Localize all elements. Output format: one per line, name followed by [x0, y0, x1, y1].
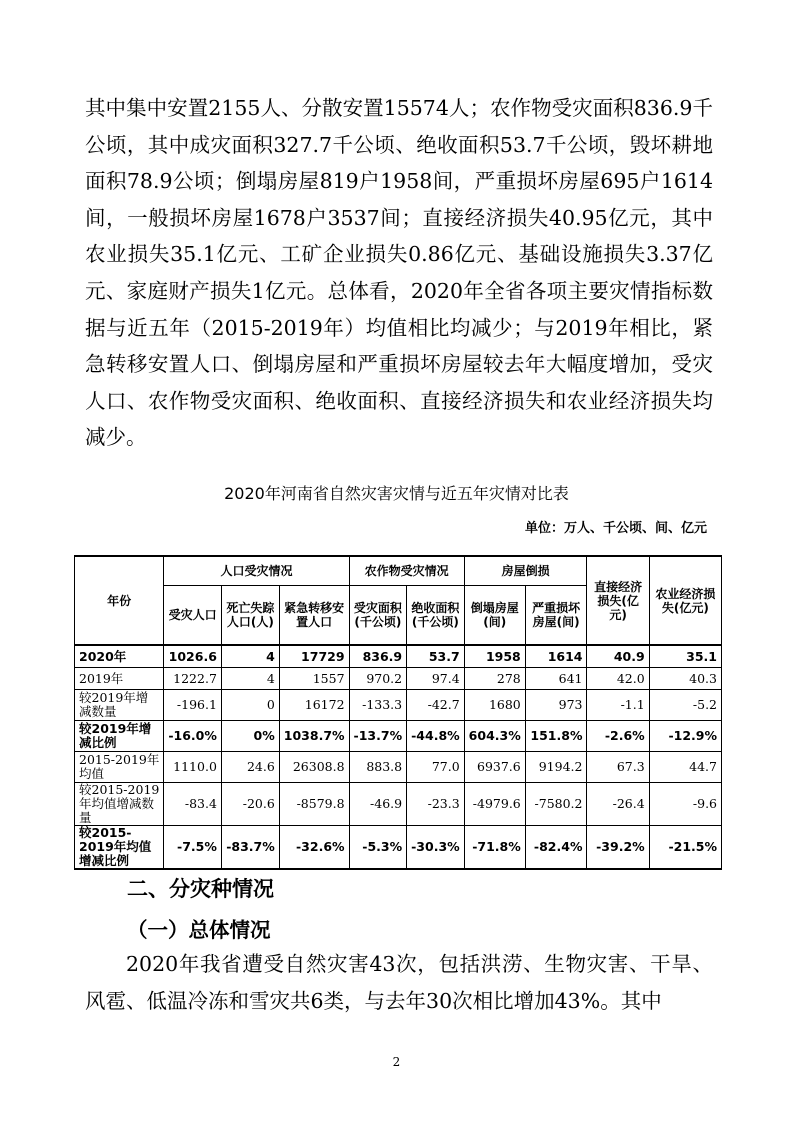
table-cell: 641 — [525, 668, 587, 690]
table-cell: 151.8% — [525, 721, 587, 752]
table-cell: 24.6 — [221, 752, 279, 783]
table-cell: -83.4 — [164, 783, 222, 826]
table-cell: 17729 — [279, 645, 349, 668]
table-row — [75, 752, 722, 783]
table-cell: 16172 — [279, 690, 349, 721]
body-paragraph-2: 2020年我省遭受自然灾害43次，包括洪涝、生物灾害、干旱、风雹、低温冷冻和雪灾共6类，与去年30次相比增加43%。其中 — [85, 952, 713, 1013]
header-agri-loss: 农业经济损失(亿元) — [649, 556, 721, 645]
table-cell: -21.5% — [649, 826, 721, 870]
table-cell: -83.7% — [221, 826, 279, 870]
table-cell: -23.3 — [407, 783, 465, 826]
table-row — [75, 690, 722, 721]
table-row — [75, 783, 722, 826]
table-cell: 836.9 — [349, 645, 407, 668]
table-cell: -26.4 — [587, 783, 649, 826]
header-house-group: 房屋倒损 — [464, 556, 587, 586]
table-cell: 278 — [464, 668, 525, 690]
table-cell: 44.7 — [649, 752, 721, 783]
table-cell: 1557 — [279, 668, 349, 690]
table-row — [75, 826, 722, 870]
table-cell: 1038.7% — [279, 721, 349, 752]
table-cell: -20.6 — [221, 783, 279, 826]
header-direct-loss: 直接经济损失(亿元) — [587, 556, 649, 645]
subheader-relocated: 紧急转移安置人口 — [279, 586, 349, 646]
disaster-comparison-table — [74, 555, 722, 870]
table-cell: -13.7% — [349, 721, 407, 752]
table-cell: -7580.2 — [525, 783, 587, 826]
row-label: 2015-2019年均值 — [75, 752, 164, 783]
table-cell: 40.3 — [649, 668, 721, 690]
table-cell: -196.1 — [164, 690, 222, 721]
subsection-heading: （一）总体情况 — [127, 918, 271, 942]
table-cell: 4 — [221, 645, 279, 668]
table-cell: 1110.0 — [164, 752, 222, 783]
row-label: 2019年 — [75, 668, 164, 690]
table-cell: 35.1 — [649, 645, 721, 668]
body-paragraph-1: 其中集中安置2155人、分散安置15574人；农作物受灾面积836.9千公顷，其中成灾面积327.7千公顷、绝收面积53.7千公顷，毁坏耕地面积78.9公顷；倒塌房屋819户1958间，严重损坏房屋695户1614间，一般损坏房屋1678户3537间；直接经济损失40.95亿元，其中农业损失35.1亿元、工矿企业损失0.86亿元、基础设施损失3.37亿元、家庭财产损失1亿元。总体看，2020年全省各项主要灾情指标数据与近五年（2015-2019年）均值相比均减少；与2019年相比，紧急转移安置人口、倒塌房屋和严重损坏房屋较去年大幅度增加，受灾人口、农作物受灾面积、绝收面积、直接经济损失和农业经济损失均减少。 — [85, 96, 713, 450]
table-cell: -30.3% — [407, 826, 465, 870]
subheader-deaths: 死亡失踪人口(人) — [221, 586, 279, 646]
table-cell: 9194.2 — [525, 752, 587, 783]
table-cell: 4 — [221, 668, 279, 690]
table-cell: 42.0 — [587, 668, 649, 690]
table-row — [75, 721, 722, 752]
page-number: 2 — [392, 1055, 401, 1069]
table-cell: -1.1 — [587, 690, 649, 721]
row-label: 较2015-2019年均值增减数量 — [75, 783, 164, 826]
table-cell: 1958 — [464, 645, 525, 668]
table-cell: -133.3 — [349, 690, 407, 721]
table-cell: 973 — [525, 690, 587, 721]
table-cell: 67.3 — [587, 752, 649, 783]
subheader-damaged-houses: 严重损坏房屋(间) — [525, 586, 587, 646]
table-title: 2020年河南省自然灾害灾情与近五年灾情对比表 — [224, 484, 569, 503]
table-cell: -8579.8 — [279, 783, 349, 826]
subheader-crop-area: 受灾面积(千公顷) — [349, 586, 407, 646]
table-unit: 单位：万人、千公顷、间、亿元 — [524, 521, 707, 536]
table-cell: 77.0 — [407, 752, 465, 783]
table-cell: 970.2 — [349, 668, 407, 690]
header-year: 年份 — [75, 556, 164, 645]
table-cell: 1222.7 — [164, 668, 222, 690]
table-cell: -82.4% — [525, 826, 587, 870]
table-cell: 883.8 — [349, 752, 407, 783]
row-label: 较2019年增减数量 — [75, 690, 164, 721]
table-cell: -42.7 — [407, 690, 465, 721]
subheader-crop-loss-area: 绝收面积(千公顷) — [407, 586, 465, 646]
table-cell: 1614 — [525, 645, 587, 668]
subheader-affected-population: 受灾人口 — [164, 586, 222, 646]
subheader-collapsed-houses: 倒塌房屋(间) — [464, 586, 525, 646]
table-cell: -2.6% — [587, 721, 649, 752]
table-cell: 97.4 — [407, 668, 465, 690]
table-cell: -39.2% — [587, 826, 649, 870]
table-cell: 0 — [221, 690, 279, 721]
table-cell: 53.7 — [407, 645, 465, 668]
table-cell: 6937.6 — [464, 752, 525, 783]
table-cell: -7.5% — [164, 826, 222, 870]
row-label: 2020年 — [75, 645, 164, 668]
row-label: 较2015-2019年均值增减比例 — [75, 826, 164, 870]
table-cell: -9.6 — [649, 783, 721, 826]
table-cell: -5.3% — [349, 826, 407, 870]
table-cell: 26308.8 — [279, 752, 349, 783]
table-cell: 0% — [221, 721, 279, 752]
header-population-group: 人口受灾情况 — [164, 556, 349, 586]
table-cell: -44.8% — [407, 721, 465, 752]
row-label: 较2019年增减比例 — [75, 721, 164, 752]
table-cell: -5.2 — [649, 690, 721, 721]
table-cell: -12.9% — [649, 721, 721, 752]
table-cell: 1026.6 — [164, 645, 222, 668]
table-cell: -71.8% — [464, 826, 525, 870]
table-cell: 1680 — [464, 690, 525, 721]
table-cell: 40.9 — [587, 645, 649, 668]
table-row — [75, 645, 722, 668]
section-heading: 二、分灾种情况 — [127, 877, 274, 901]
table-row — [75, 668, 722, 690]
table-cell: -16.0% — [164, 721, 222, 752]
table-cell: 604.3% — [464, 721, 525, 752]
header-crop-group: 农作物受灾情况 — [349, 556, 464, 586]
table-cell: -4979.6 — [464, 783, 525, 826]
table-cell: -32.6% — [279, 826, 349, 870]
table-cell: -46.9 — [349, 783, 407, 826]
